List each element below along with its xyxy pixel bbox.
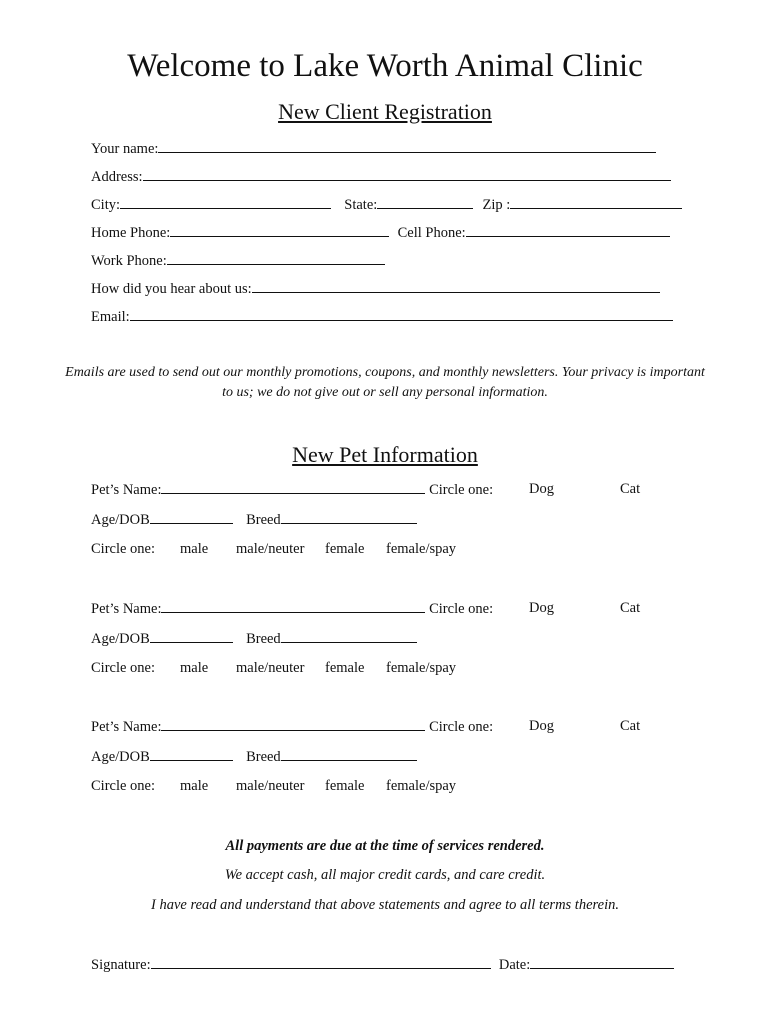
sex-option-male[interactable]: male: [180, 541, 209, 557]
age-dob-field[interactable]: [150, 747, 233, 761]
pet-name-label: Pet’s Name:: [91, 601, 162, 617]
agreement-statement: I have read and understand that above statements and agree to all terms therein.: [151, 897, 619, 913]
breed-label: Breed: [246, 631, 281, 647]
sex-option-female-spay[interactable]: female/spay: [386, 660, 457, 676]
work-phone-label: Work Phone:: [91, 253, 167, 269]
date-label: Date:: [498, 957, 531, 973]
zip-label: Zip :: [482, 197, 511, 213]
name-row: [91, 139, 656, 158]
pet-name-field[interactable]: [161, 480, 425, 494]
species-dog[interactable]: Dog: [529, 600, 554, 616]
sex-circle-label: Circle one:: [91, 660, 156, 676]
breed-label: Breed: [246, 512, 281, 528]
age-breed-row: [91, 510, 417, 529]
sex-option-female[interactable]: female: [325, 541, 365, 557]
city-field[interactable]: [120, 195, 331, 209]
referral-label: How did you hear about us:: [91, 281, 252, 297]
age-dob-field[interactable]: [150, 629, 233, 643]
email-field[interactable]: [130, 307, 673, 321]
zip-field[interactable]: [510, 195, 682, 209]
species-cat[interactable]: Cat: [620, 481, 641, 497]
age-dob-label: Age/DOB: [91, 631, 150, 647]
cell-phone-field[interactable]: [466, 223, 670, 237]
name-field[interactable]: [158, 139, 656, 153]
city-label: City:: [91, 197, 121, 213]
work-phone-row: [91, 251, 385, 270]
address-field[interactable]: [143, 167, 671, 181]
species-cat[interactable]: Cat: [620, 600, 641, 616]
pet-name-row: [91, 480, 493, 499]
sex-option-female-spay[interactable]: female/spay: [386, 541, 457, 557]
email-row: [91, 307, 673, 326]
pet-name-label: Pet’s Name:: [91, 482, 162, 498]
sex-option-male-neuter[interactable]: male/neuter: [236, 660, 305, 676]
sex-option-female-spay[interactable]: female/spay: [386, 778, 457, 794]
pet-section-title: New Pet Information: [292, 442, 478, 467]
pet-name-row: [91, 599, 493, 618]
sex-option-male[interactable]: male: [180, 660, 209, 676]
age-breed-row: [91, 747, 417, 766]
name-label: Your name:: [91, 141, 159, 157]
pet-name-label: Pet’s Name:: [91, 719, 162, 735]
signature-row: [91, 955, 674, 974]
age-dob-field[interactable]: [150, 510, 233, 524]
breed-label: Breed: [246, 749, 281, 765]
date-field[interactable]: [530, 955, 674, 969]
page-title: Welcome to Lake Worth Animal Clinic: [127, 48, 643, 84]
species-dog[interactable]: Dog: [529, 718, 554, 734]
breed-field[interactable]: [281, 747, 417, 761]
email-privacy-note: Emails are used to send out our monthly promotions, coupons, and monthly newsletters. Your privacy is important to us; we do not give out or sell any personal information.: [65, 365, 705, 400]
sex-option-male-neuter[interactable]: male/neuter: [236, 541, 305, 557]
accepted-payments-statement: We accept cash, all major credit cards, and care credit.: [224, 867, 546, 883]
age-dob-label: Age/DOB: [91, 749, 150, 765]
sex-option-male[interactable]: male: [180, 778, 209, 794]
work-phone-field[interactable]: [167, 251, 385, 265]
pet-name-field[interactable]: [161, 599, 425, 613]
phone-row: [91, 223, 670, 242]
pet-name-row: [91, 717, 493, 736]
home-phone-field[interactable]: [170, 223, 389, 237]
signature-label: Signature:: [91, 957, 151, 973]
species-cat[interactable]: Cat: [620, 718, 641, 734]
referral-field[interactable]: [252, 279, 660, 293]
species-dog[interactable]: Dog: [529, 481, 554, 497]
state-label: State:: [344, 197, 378, 213]
email-label: Email:: [91, 309, 130, 325]
pet-name-field[interactable]: [161, 717, 425, 731]
referral-row: [91, 279, 660, 298]
city-state-zip-row: [91, 195, 682, 214]
sex-option-female[interactable]: female: [325, 778, 365, 794]
state-field[interactable]: [377, 195, 473, 209]
signature-field[interactable]: [151, 955, 491, 969]
age-breed-row: [91, 629, 417, 648]
sex-option-male-neuter[interactable]: male/neuter: [236, 778, 305, 794]
age-dob-label: Age/DOB: [91, 512, 150, 528]
cell-phone-label: Cell Phone:: [397, 225, 466, 241]
sex-circle-label: Circle one:: [91, 778, 156, 794]
species-circle-label: Circle one:: [429, 482, 494, 498]
client-section-title: New Client Registration: [278, 99, 492, 124]
breed-field[interactable]: [281, 629, 417, 643]
sex-circle-label: Circle one:: [91, 541, 156, 557]
payment-statement: All payments are due at the time of services rendered.: [225, 838, 545, 854]
address-row: [91, 167, 671, 186]
breed-field[interactable]: [281, 510, 417, 524]
sex-option-female[interactable]: female: [325, 660, 365, 676]
address-label: Address:: [91, 169, 143, 185]
species-circle-label: Circle one:: [429, 601, 494, 617]
home-phone-label: Home Phone:: [91, 225, 171, 241]
species-circle-label: Circle one:: [429, 719, 494, 735]
